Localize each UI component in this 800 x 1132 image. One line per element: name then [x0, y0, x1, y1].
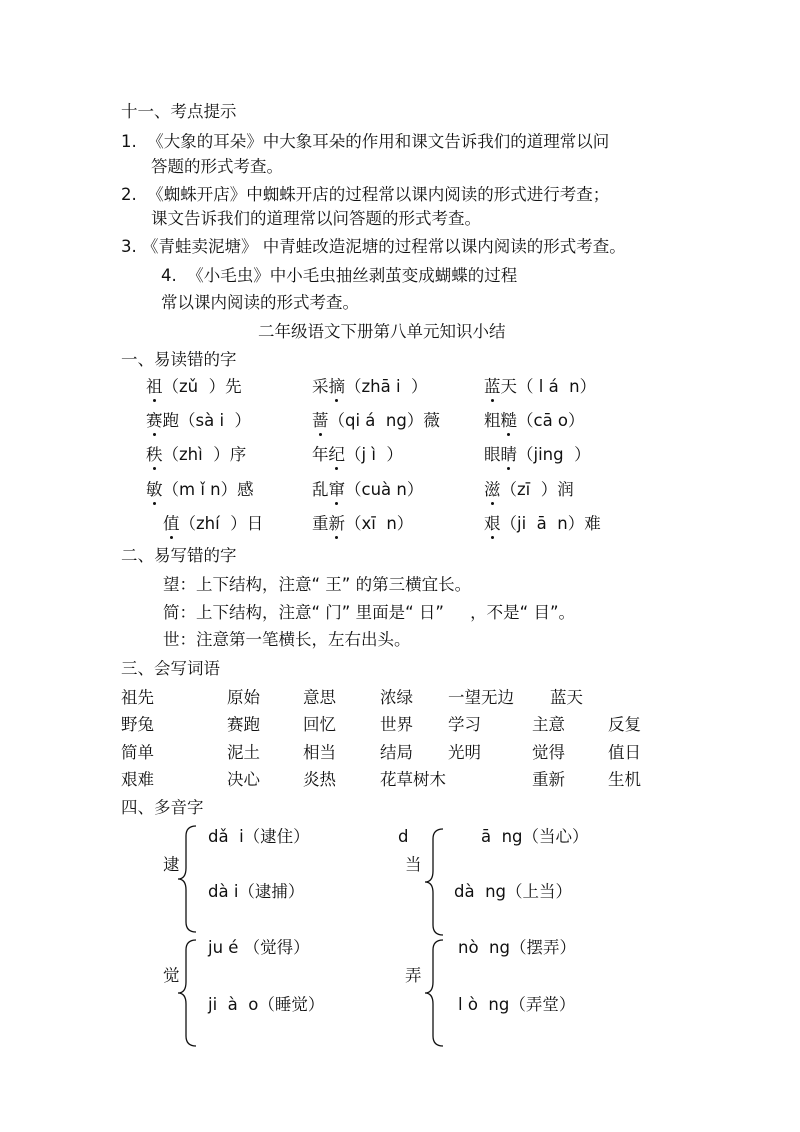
- left-brace-icon: [176, 938, 202, 1048]
- word-cell: 值日: [608, 743, 641, 762]
- word-cell: 重新: [532, 770, 565, 789]
- word-cell: 泥土: [227, 743, 260, 762]
- word-cell: 艰难: [121, 770, 154, 789]
- exam-point-4-line2: 常以课内阅读的形式考查。: [161, 293, 359, 312]
- word-cell: 意思: [303, 688, 336, 707]
- pinyin-entry: 采摘（zhā i ）: [312, 377, 428, 396]
- word-cell: 生机: [608, 770, 641, 789]
- polyphone-char: 觉: [163, 966, 180, 985]
- word-cell: 相当: [303, 743, 336, 762]
- polyphone-reading: dà ng（上当）: [454, 882, 573, 901]
- word-cell: 世界: [380, 715, 413, 734]
- pinyin-entry: 值（zhí ）日: [163, 514, 264, 533]
- polyphone-reading: d: [398, 827, 409, 846]
- word-cell: 炎热: [303, 770, 336, 789]
- polyphone-reading: dà i（逮捕）: [208, 882, 305, 901]
- writing-note-3: 世：注意第一笔横长，左右出头。: [163, 630, 411, 649]
- exam-point-1-line2: 答题的形式考查。: [151, 157, 283, 176]
- pinyin-entry: 眼睛（jing ）: [484, 445, 591, 464]
- polyphone-char: 逮: [163, 855, 180, 874]
- polyphone-reading: nò ng（摆弄）: [458, 938, 576, 957]
- exam-point-2-line2: 课文告诉我们的道理常以问答题的形式考查。: [151, 209, 481, 228]
- polyphone-reading: dǎ i（逮住）: [208, 827, 310, 846]
- pinyin-entry: 赛跑（sà i ）: [146, 411, 252, 430]
- exam-point-1-line1: 1. 《大象的耳朵》中大象耳朵的作用和课文告诉我们的道理常以问: [121, 132, 610, 151]
- writing-note-1: 望：上下结构，注意“ 王” 的第三横宜长。: [163, 575, 472, 594]
- word-cell: 反复: [608, 715, 641, 734]
- word-cell: 一望无边: [448, 688, 514, 707]
- pinyin-entry: 秩（zhì ）序: [146, 445, 247, 464]
- word-cell: 蓝天: [550, 688, 583, 707]
- pinyin-entry: 蔷（qi á ng）薇: [312, 411, 440, 430]
- word-cell: 觉得: [532, 743, 565, 762]
- word-cell: 祖先: [121, 688, 154, 707]
- pinyin-entry: 滋（zī ）润: [484, 480, 574, 499]
- left-brace-icon: [423, 827, 449, 937]
- word-cell: 回忆: [303, 715, 336, 734]
- section2-heading: 二、易写错的字: [121, 546, 237, 565]
- unit-summary-title: 二年级语文下册第八单元知识小结: [258, 322, 506, 341]
- exam-point-2-line1: 2. 《蜘蛛开店》中蜘蛛开店的过程常以课内阅读的形式进行考查；: [121, 185, 610, 204]
- word-cell: 光明: [448, 743, 481, 762]
- polyphone-reading: l ò ng（弄堂）: [458, 995, 576, 1014]
- polyphone-reading: ā ng（当心）: [481, 827, 589, 846]
- pinyin-entry: 蓝天（ l á n）: [484, 377, 597, 396]
- word-cell: 花草树木: [380, 770, 446, 789]
- left-brace-icon: [176, 824, 202, 934]
- pinyin-entry: 重新（xī n）: [312, 514, 414, 533]
- writing-note-2: 简：上下结构，注意“ 门” 里面是“ 日” ，不是“ 目”。: [163, 603, 575, 622]
- word-cell: 简单: [121, 743, 154, 762]
- polyphone-reading: ji à o（睡觉）: [208, 995, 325, 1014]
- pinyin-entry: 粗糙（cā o）: [484, 411, 585, 430]
- word-cell: 决心: [227, 770, 260, 789]
- pinyin-entry: 敏（m ǐ n）感: [146, 480, 254, 499]
- polyphone-char: 弄: [405, 966, 422, 985]
- exam-point-4-line1: 4. 《小毛虫》中小毛虫抽丝剥茧变成蝴蝶的过程: [161, 266, 518, 285]
- word-cell: 赛跑: [227, 715, 260, 734]
- word-cell: 原始: [227, 688, 260, 707]
- section4-heading: 四、多音字: [121, 798, 204, 817]
- word-cell: 学习: [448, 715, 481, 734]
- word-cell: 结局: [380, 743, 413, 762]
- pinyin-entry: 年纪（j ì ）: [312, 445, 403, 464]
- left-brace-icon: [423, 938, 449, 1048]
- pinyin-entry: 艰（ji ā n）难: [484, 514, 601, 533]
- pinyin-entry: 乱窜（cuà n）: [312, 480, 424, 499]
- word-cell: 浓绿: [380, 688, 413, 707]
- exam-point-3-line1: 3. 《青蛙卖泥塘》 中青蛙改造泥塘的过程常以课内阅读的形式考查。: [121, 237, 626, 256]
- pinyin-entry: 祖（zǔ ）先: [146, 377, 242, 396]
- polyphone-reading: ju é （觉得）: [208, 938, 310, 957]
- section1-heading: 一、易读错的字: [121, 350, 237, 369]
- word-cell: 主意: [532, 715, 565, 734]
- section11-heading: 十一、考点提示: [121, 102, 237, 121]
- polyphone-char: 当: [405, 855, 422, 874]
- word-cell: 野兔: [121, 715, 154, 734]
- section3-heading: 三、会写词语: [121, 659, 220, 678]
